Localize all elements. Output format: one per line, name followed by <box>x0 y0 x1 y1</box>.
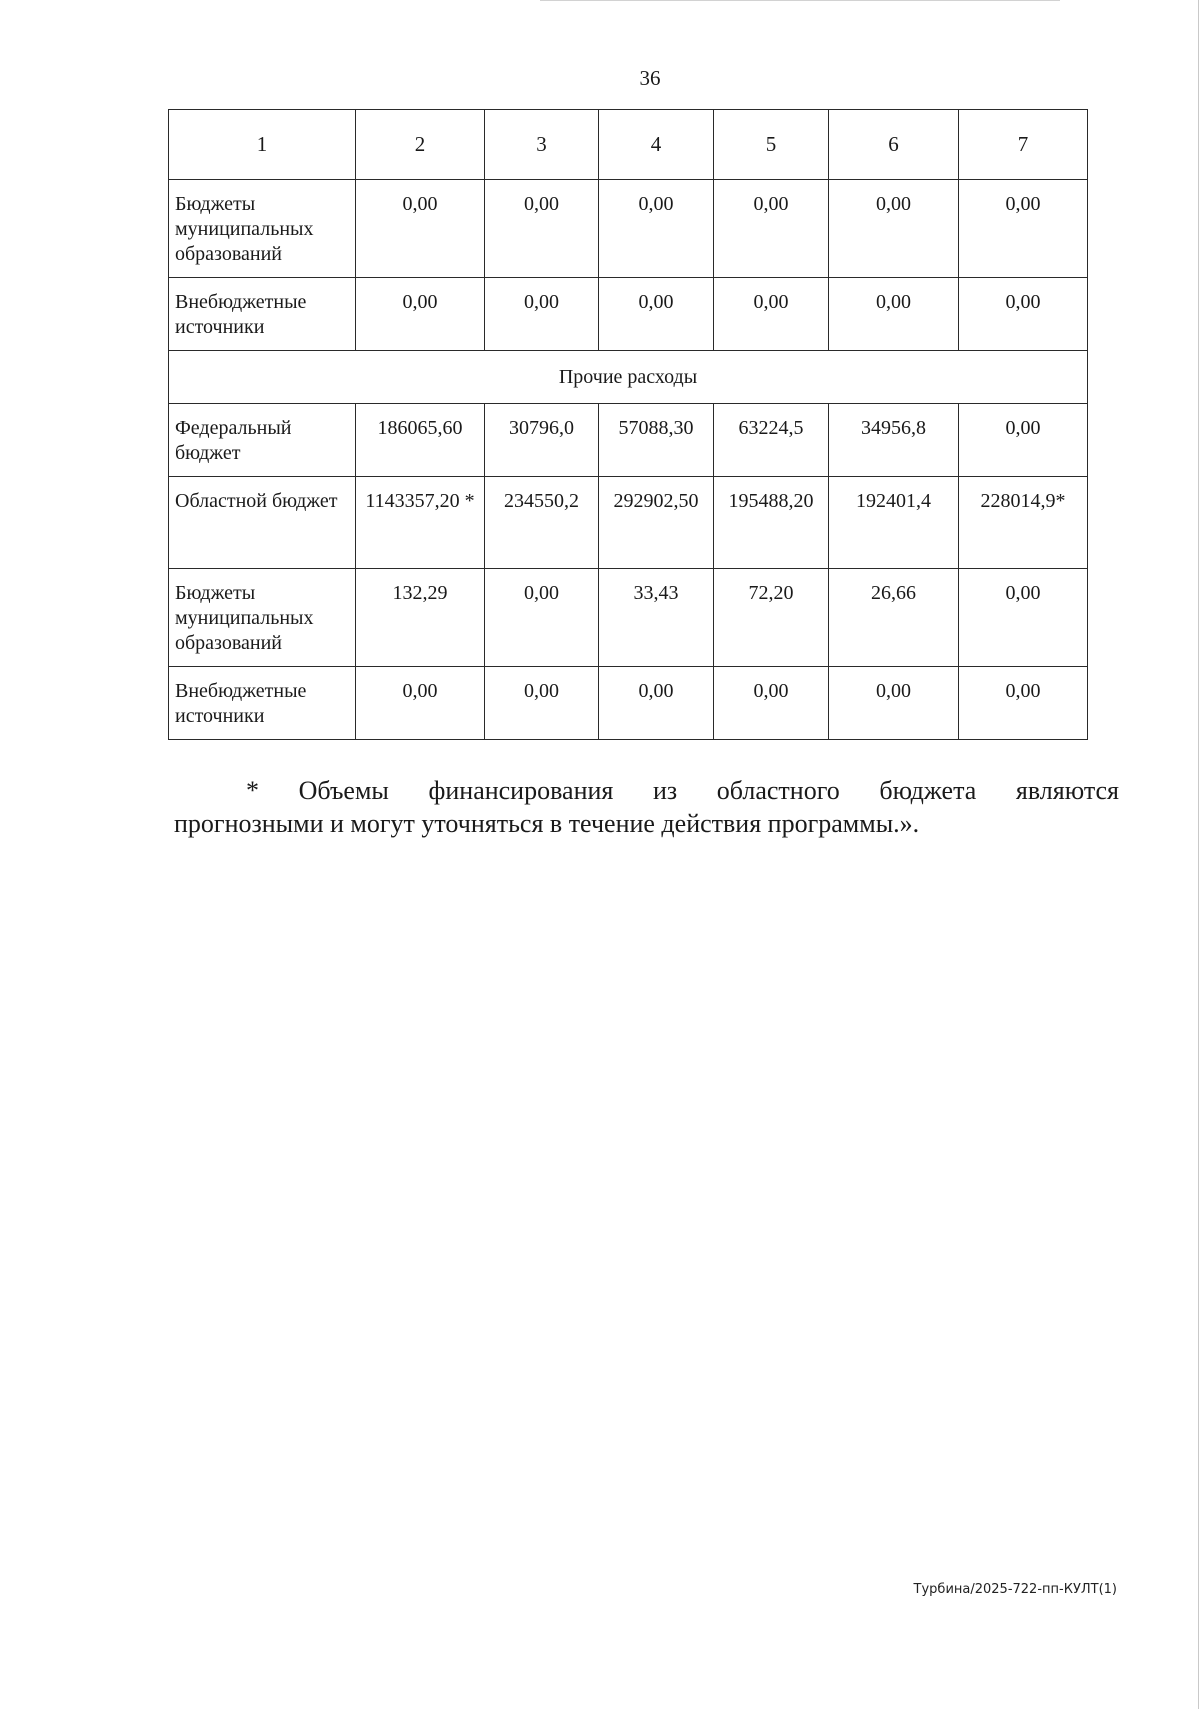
table-cell: 0,00 <box>714 667 829 740</box>
budget-table <box>168 109 1088 740</box>
table-cell: 0,00 <box>829 667 959 740</box>
table-cell: 0,00 <box>829 180 959 278</box>
table-cell: 57088,30 <box>599 404 714 477</box>
table-cell: 0,00 <box>599 180 714 278</box>
table-cell: 234550,2 <box>485 477 599 569</box>
table-cell: 30796,0 <box>485 404 599 477</box>
table-cell: 63224,5 <box>714 404 829 477</box>
table-cell: 33,43 <box>599 569 714 667</box>
table-cell: 0,00 <box>714 278 829 351</box>
scan-edge-top <box>540 0 1060 1</box>
footnote-line-1: * Объемы финансирования из областного бюджета являются <box>246 776 1119 805</box>
row-label: Бюджеты муниципальных образований <box>169 569 356 667</box>
table-cell: 0,00 <box>356 180 485 278</box>
table-cell: 0,00 <box>485 667 599 740</box>
table-cell: 192401,4 <box>829 477 959 569</box>
footnote-line-2: прогнозными и могут уточняться в течение действия программы.». <box>174 809 920 838</box>
row-label: Внебюджетные источники <box>169 278 356 351</box>
column-header: 7 <box>959 110 1088 180</box>
table-cell: 0,00 <box>959 180 1088 278</box>
table-cell: 0,00 <box>959 278 1088 351</box>
table-cell: 26,66 <box>829 569 959 667</box>
column-header: 3 <box>485 110 599 180</box>
table-cell: 72,20 <box>714 569 829 667</box>
row-label: Внебюджетные источники <box>169 667 356 740</box>
table-cell: 0,00 <box>356 278 485 351</box>
table-cell: 34956,8 <box>829 404 959 477</box>
table-row <box>169 180 1088 278</box>
table-cell: 292902,50 <box>599 477 714 569</box>
table-cell: 0,00 <box>599 667 714 740</box>
table-cell: 228014,9* <box>959 477 1088 569</box>
table-row <box>169 278 1088 351</box>
row-label: Федеральный бюджет <box>169 404 356 477</box>
table-cell: 0,00 <box>485 180 599 278</box>
column-header: 4 <box>599 110 714 180</box>
table-cell: 132,29 <box>356 569 485 667</box>
table-cell: 186065,60 <box>356 404 485 477</box>
table-row <box>169 404 1088 477</box>
table-cell: 0,00 <box>485 569 599 667</box>
table-row <box>169 569 1088 667</box>
table-cell: 0,00 <box>599 278 714 351</box>
column-header: 6 <box>829 110 959 180</box>
column-header: 2 <box>356 110 485 180</box>
scan-edge-right <box>1198 0 1199 1709</box>
table-cell: 0,00 <box>356 667 485 740</box>
section-row <box>169 351 1088 404</box>
document-code: Турбина/2025-722-пп-КУЛТ(1) <box>913 1582 1117 1597</box>
table-cell: 0,00 <box>829 278 959 351</box>
table-cell: 0,00 <box>714 180 829 278</box>
column-header: 5 <box>714 110 829 180</box>
table-row <box>169 667 1088 740</box>
column-header: 1 <box>169 110 356 180</box>
table-cell: 0,00 <box>959 569 1088 667</box>
row-label: Областной бюджет <box>169 477 356 569</box>
row-label: Бюджеты муниципальных образований <box>169 180 356 278</box>
table-cell: 0,00 <box>959 404 1088 477</box>
table-cell: 1143357,20 * <box>356 477 485 569</box>
page-number: 36 <box>639 66 661 90</box>
table-cell: 0,00 <box>959 667 1088 740</box>
table-row <box>169 477 1088 569</box>
table-cell: 0,00 <box>485 278 599 351</box>
table-cell: 195488,20 <box>714 477 829 569</box>
footnote <box>174 774 1119 840</box>
section-title: Прочие расходы <box>169 351 1088 404</box>
table-header-row <box>169 110 1088 180</box>
